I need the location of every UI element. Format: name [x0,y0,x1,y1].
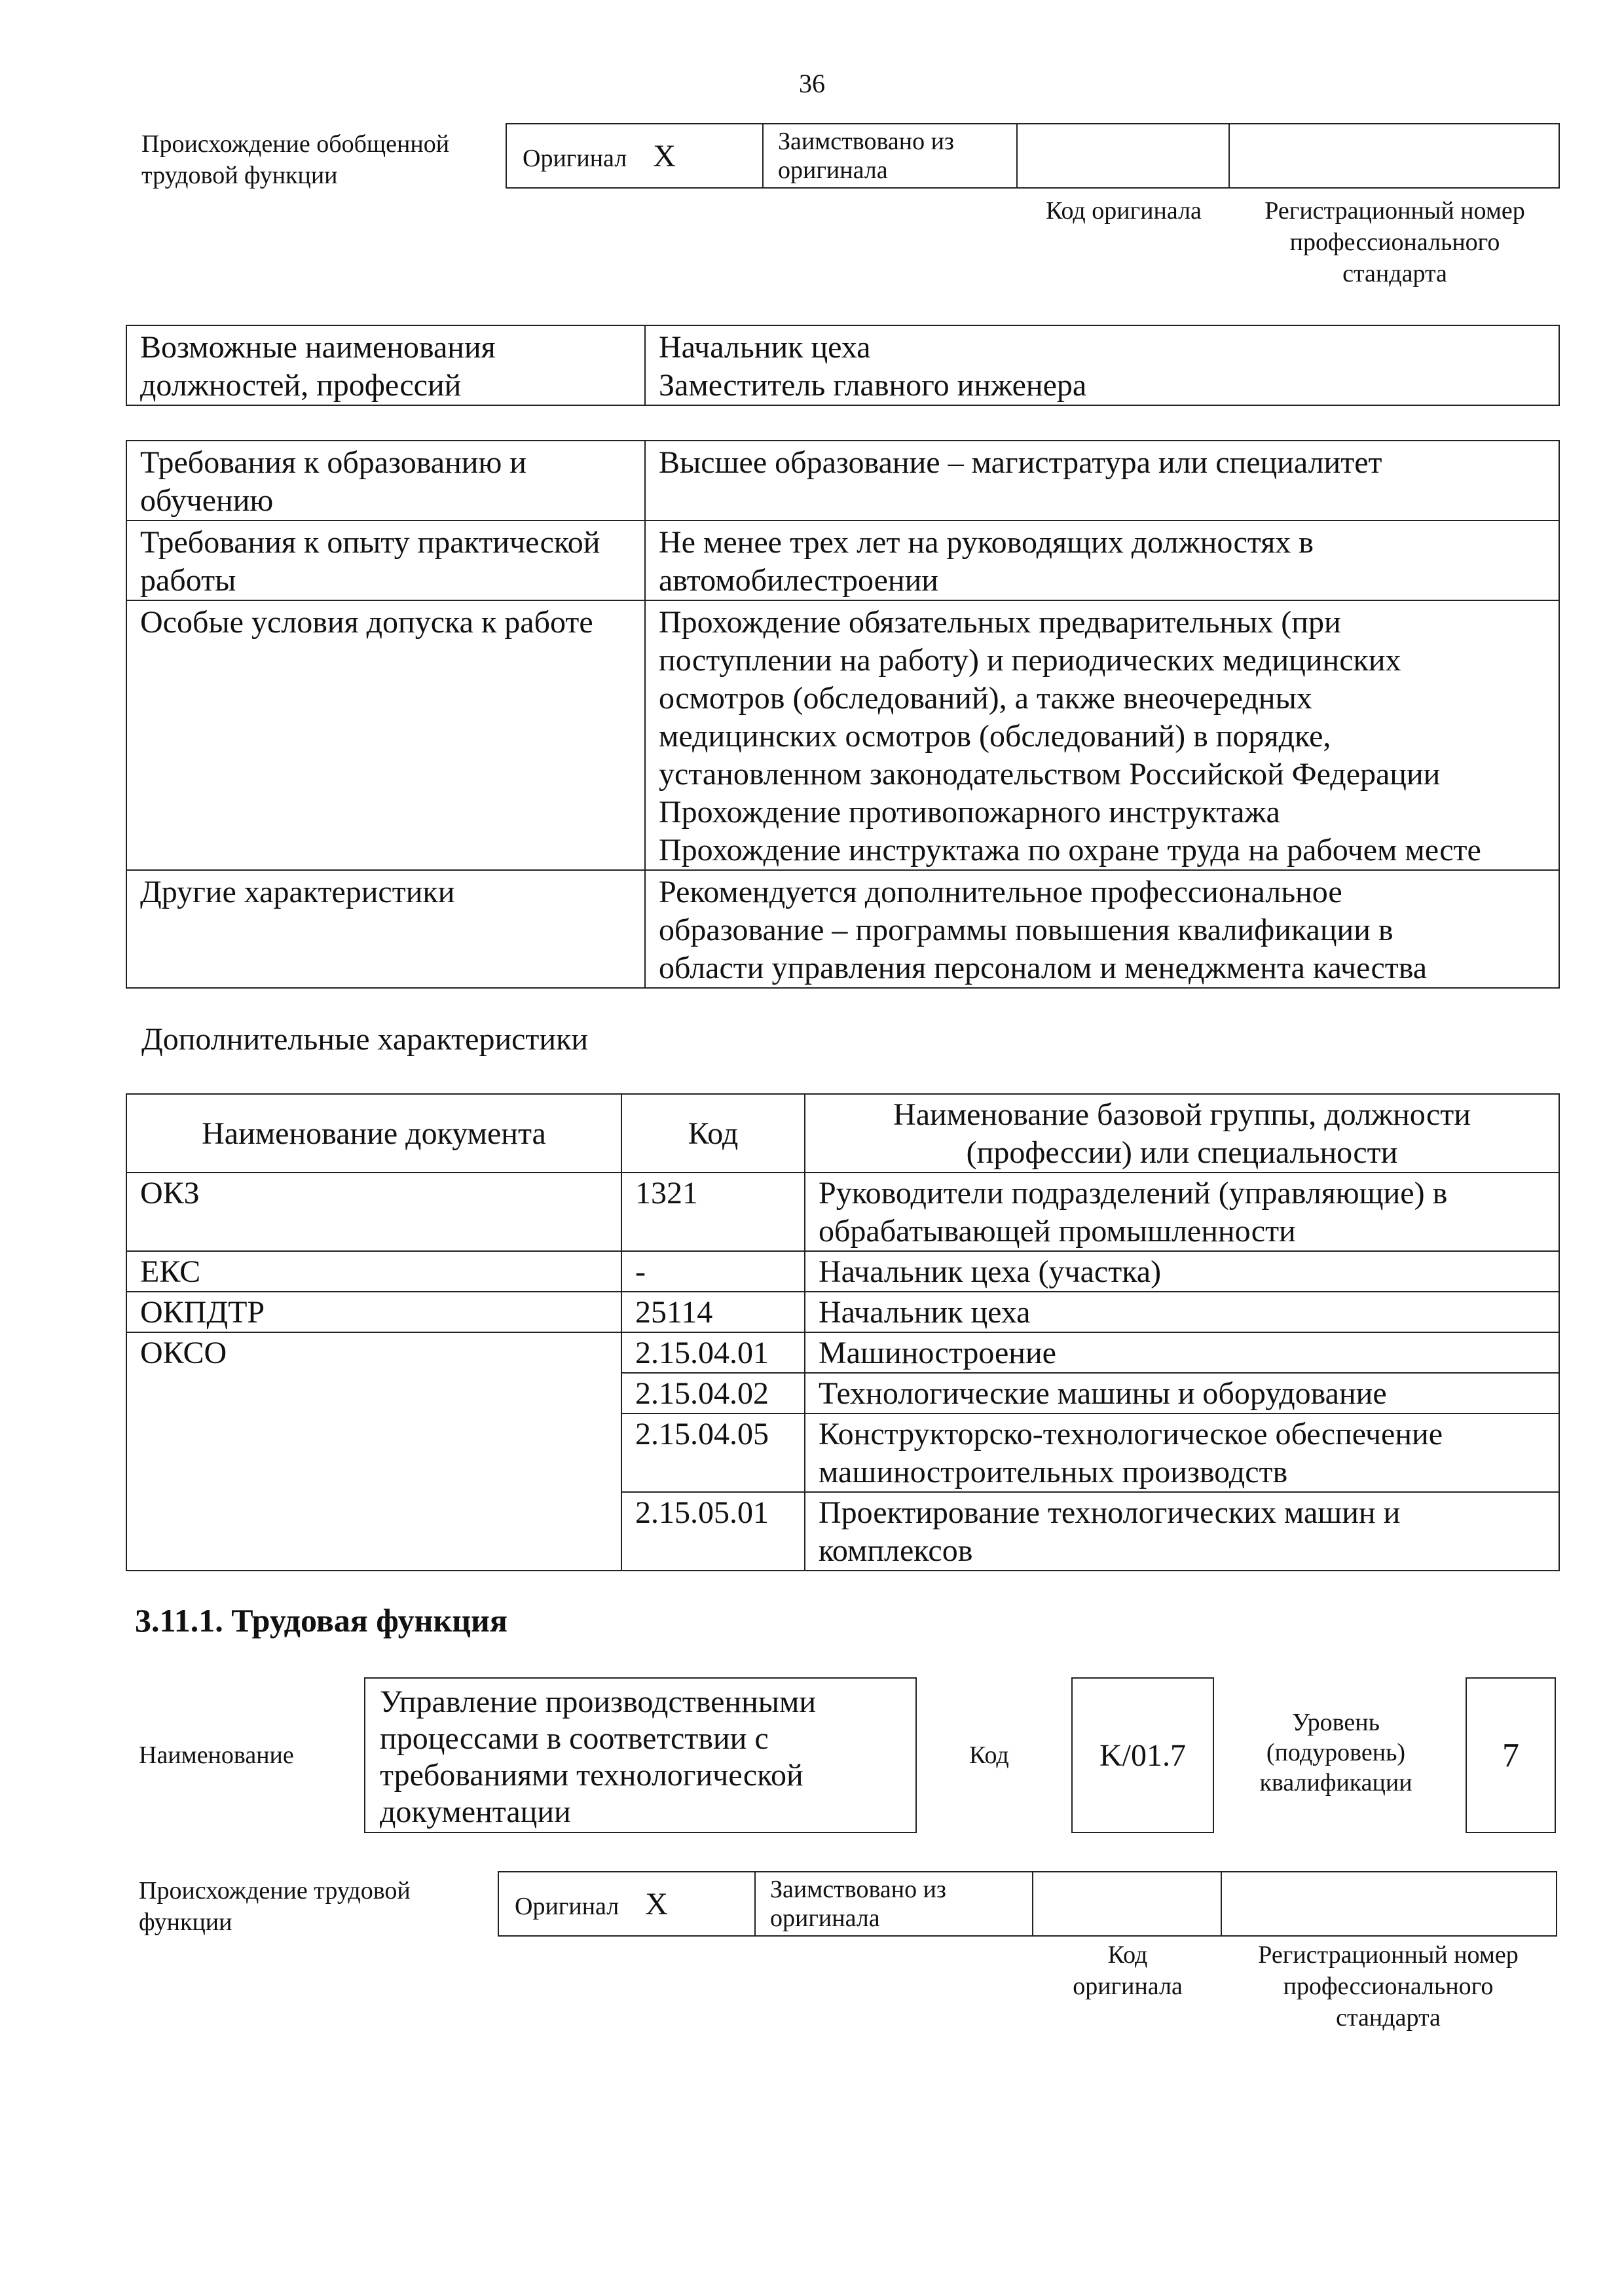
position-name: Начальник цеха [659,330,871,365]
row-code: 2.15.05.01 [621,1492,805,1571]
func-origin-caption-reg-line: стандарта [1336,2004,1441,2032]
header-group-name [805,1094,1559,1173]
requirement-value-line: области управления персоналом и менеджмента качества [659,951,1428,985]
additional-row [126,1373,1559,1413]
requirement-label-line: Требования к опыту практической [140,525,600,560]
level-value: 7 [1502,1736,1519,1774]
gen-origin-label-line: Происхождение обобщенной [141,130,450,158]
func-origin-borrowed-line: Заимствовано из [770,1876,946,1903]
func-origin-original-label: Оригинал [515,1892,619,1920]
header-code: Код [621,1094,805,1173]
func-origin-label-line: Происхождение трудовой [139,1877,411,1904]
additional-header-row [126,1094,1559,1173]
requirement-value-line: образование – программы повышения квалификации в [659,913,1393,947]
gen-origin-caption-reg [1228,195,1561,289]
requirement-value-line: Высшее образование – магистратура или специалитет [659,445,1382,480]
gen-origin-caption-code: Код оригинала [1046,197,1202,225]
row-document-name: ОКЗ [126,1173,621,1251]
function-code-box [1071,1677,1214,1833]
row-group-name-line: Начальник цеха [819,1295,1031,1330]
row-group-name-line: Руководители подразделений (управляющие) в [819,1176,1448,1211]
row-group-name-line: Проектирование технологических машин и [819,1495,1401,1530]
gen-origin-borrowed-line: оригинала [778,156,888,184]
requirement-label-line: работы [140,563,236,598]
gen-origin-borrowed-line: Заимствовано из [778,128,954,155]
row-code: 25114 [621,1292,805,1332]
row-document-name: ЕКС [126,1251,621,1292]
additional-row [126,1413,1559,1492]
gen-origin-caption-reg-line: стандарта [1342,260,1447,287]
level-label [1244,1707,1428,1798]
function-name-line: Управление производственными [380,1685,817,1719]
positions-label [126,325,645,405]
func-origin-borrowed-cell [755,1872,1033,1936]
row-document-name: ОКСО [126,1332,621,1373]
row-group-name-line: Конструкторско-технологическое обеспечение [819,1417,1443,1451]
row-group-name-line: обрабатывающей промышленности [819,1214,1296,1248]
requirement-label-line: Другие характеристики [140,875,455,909]
row-document-name [126,1492,621,1571]
row-code: 2.15.04.01 [621,1332,805,1373]
row-code: 2.15.04.02 [621,1373,805,1413]
requirement-label-line: Особые условия допуска к работе [140,605,593,640]
position-name: Заместитель главного инженера [659,368,1087,403]
requirement-label-line: Требования к образованию и [140,445,526,480]
requirement-label-line: обучению [140,483,274,518]
requirement-label [126,600,645,870]
func-origin-caption-reg-line: профессионального [1283,1973,1494,2000]
gen-origin-original-cell [506,124,763,188]
additional-row [126,1173,1559,1251]
requirement-value-line: Не менее трех лет на руководящих должностях в [659,525,1314,560]
row-group-name [805,1292,1559,1332]
row-group-name-line: машиностроительных производств [819,1455,1288,1489]
gen-origin-borrowed-cell [763,124,1017,188]
additional-row [126,1251,1559,1292]
row-document-name: ОКПДТР [126,1292,621,1332]
positions-table [126,325,1560,406]
requirement-label [126,441,645,520]
row-group-name-line: Начальник цеха (участка) [819,1254,1162,1289]
requirements-row [126,870,1559,988]
row-document-name [126,1413,621,1492]
code-label: Код [969,1741,1009,1769]
header-group-name-line: (профессии) или специальности [966,1135,1398,1170]
requirement-value-line: установленном законодательством Российской Федерации [659,757,1441,792]
function-name-line: требованиями технологической [380,1758,803,1793]
row-group-name [805,1173,1559,1251]
row-code: - [621,1251,805,1292]
level-label-line: (подуровень) [1266,1739,1406,1766]
requirement-value-line: автомобилестроении [659,563,938,598]
row-group-name-line: комплексов [819,1533,973,1568]
row-group-name-line: Машиностроение [819,1336,1056,1370]
function-name-line: процессами в соответствии с [380,1721,769,1756]
gen-origin-caption-reg-line: Регистрационный номер [1264,197,1525,225]
page-number: 36 [799,69,825,98]
additional-row [126,1332,1559,1373]
row-group-name [805,1332,1559,1373]
requirement-value-line: медицинских осмотров (обследований) в порядке, [659,719,1331,754]
func-origin-reg-cell [1221,1872,1557,1936]
func-origin-original-cell [498,1872,755,1936]
level-label-line: Уровень [1292,1709,1380,1736]
function-name-box [364,1677,917,1833]
func-origin-code-cell [1033,1872,1221,1936]
additional-characteristics-title: Дополнительные характеристики [141,1022,589,1057]
gen-origin-caption-reg-line: профессионального [1289,228,1500,256]
requirements-row [126,520,1559,600]
positions-value [645,325,1559,405]
gen-origin-reg-cell [1229,124,1559,188]
row-group-name [805,1413,1559,1492]
requirement-label [126,520,645,600]
func-origin-table [498,1871,1557,1937]
header-document-name: Наименование документа [126,1094,621,1173]
positions-label-line: должностей, профессий [140,368,462,403]
gen-origin-label-line: трудовой функции [141,162,338,189]
positions-label-line: Возможные наименования [140,330,496,365]
gen-origin-original-label: Оригинал [523,144,627,172]
gen-origin-original-mark: X [653,138,676,173]
func-origin-borrowed-line: оригинала [770,1904,880,1932]
func-origin-caption-reg-line: Регистрационный номер [1258,1941,1519,1969]
level-box [1466,1677,1556,1833]
func-origin-label [139,1875,411,1938]
name-label: Наименование [139,1741,294,1769]
requirement-value-line: Прохождение обязательных предварительных (при [659,605,1341,640]
requirement-value [645,520,1559,600]
section-title: 3.11.1. Трудовая функция [135,1602,507,1639]
func-origin-caption-code-line: Код [1107,1941,1148,1969]
gen-origin-label [141,128,449,191]
gen-origin-code-cell [1017,124,1229,188]
requirement-value [645,441,1559,520]
additional-row [126,1492,1559,1571]
header-group-name-line: Наименование базовой группы, должности [893,1097,1471,1132]
requirement-value-line: Прохождение противопожарного инструктажа [659,795,1280,829]
requirement-value-line: поступлении на работу) и периодических медицинских [659,643,1401,678]
func-origin-caption-reg [1221,1939,1556,2033]
additional-row [126,1292,1559,1332]
func-origin-caption-code [1032,1939,1223,2002]
requirement-value [645,600,1559,870]
func-origin-label-line: функции [139,1908,232,1936]
requirement-value [645,870,1559,988]
requirement-value-line: Рекомендуется дополнительное профессиональное [659,875,1342,909]
additional-characteristics-table [126,1093,1560,1571]
requirement-value-line: Прохождение инструктажа по охране труда на рабочем месте [659,833,1481,867]
requirements-row [126,441,1559,520]
function-name-line: документации [380,1795,571,1829]
row-code: 1321 [621,1173,805,1251]
requirements-row [126,600,1559,870]
gen-origin-table [506,123,1560,189]
row-group-name [805,1251,1559,1292]
row-group-name [805,1373,1559,1413]
requirement-value-line: осмотров (обследований), а также внеочередных [659,681,1312,716]
level-label-line: квалификации [1259,1769,1412,1796]
row-code: 2.15.04.05 [621,1413,805,1492]
function-code-value: K/01.7 [1099,1738,1186,1773]
func-origin-original-mark: X [645,1886,668,1922]
positions-row [126,325,1559,405]
row-group-name [805,1492,1559,1571]
row-document-name [126,1373,621,1413]
func-origin-caption-code-line: оригинала [1073,1973,1183,2000]
requirements-table [126,440,1560,989]
row-group-name-line: Технологические машины и оборудование [819,1376,1387,1411]
requirement-label [126,870,645,988]
